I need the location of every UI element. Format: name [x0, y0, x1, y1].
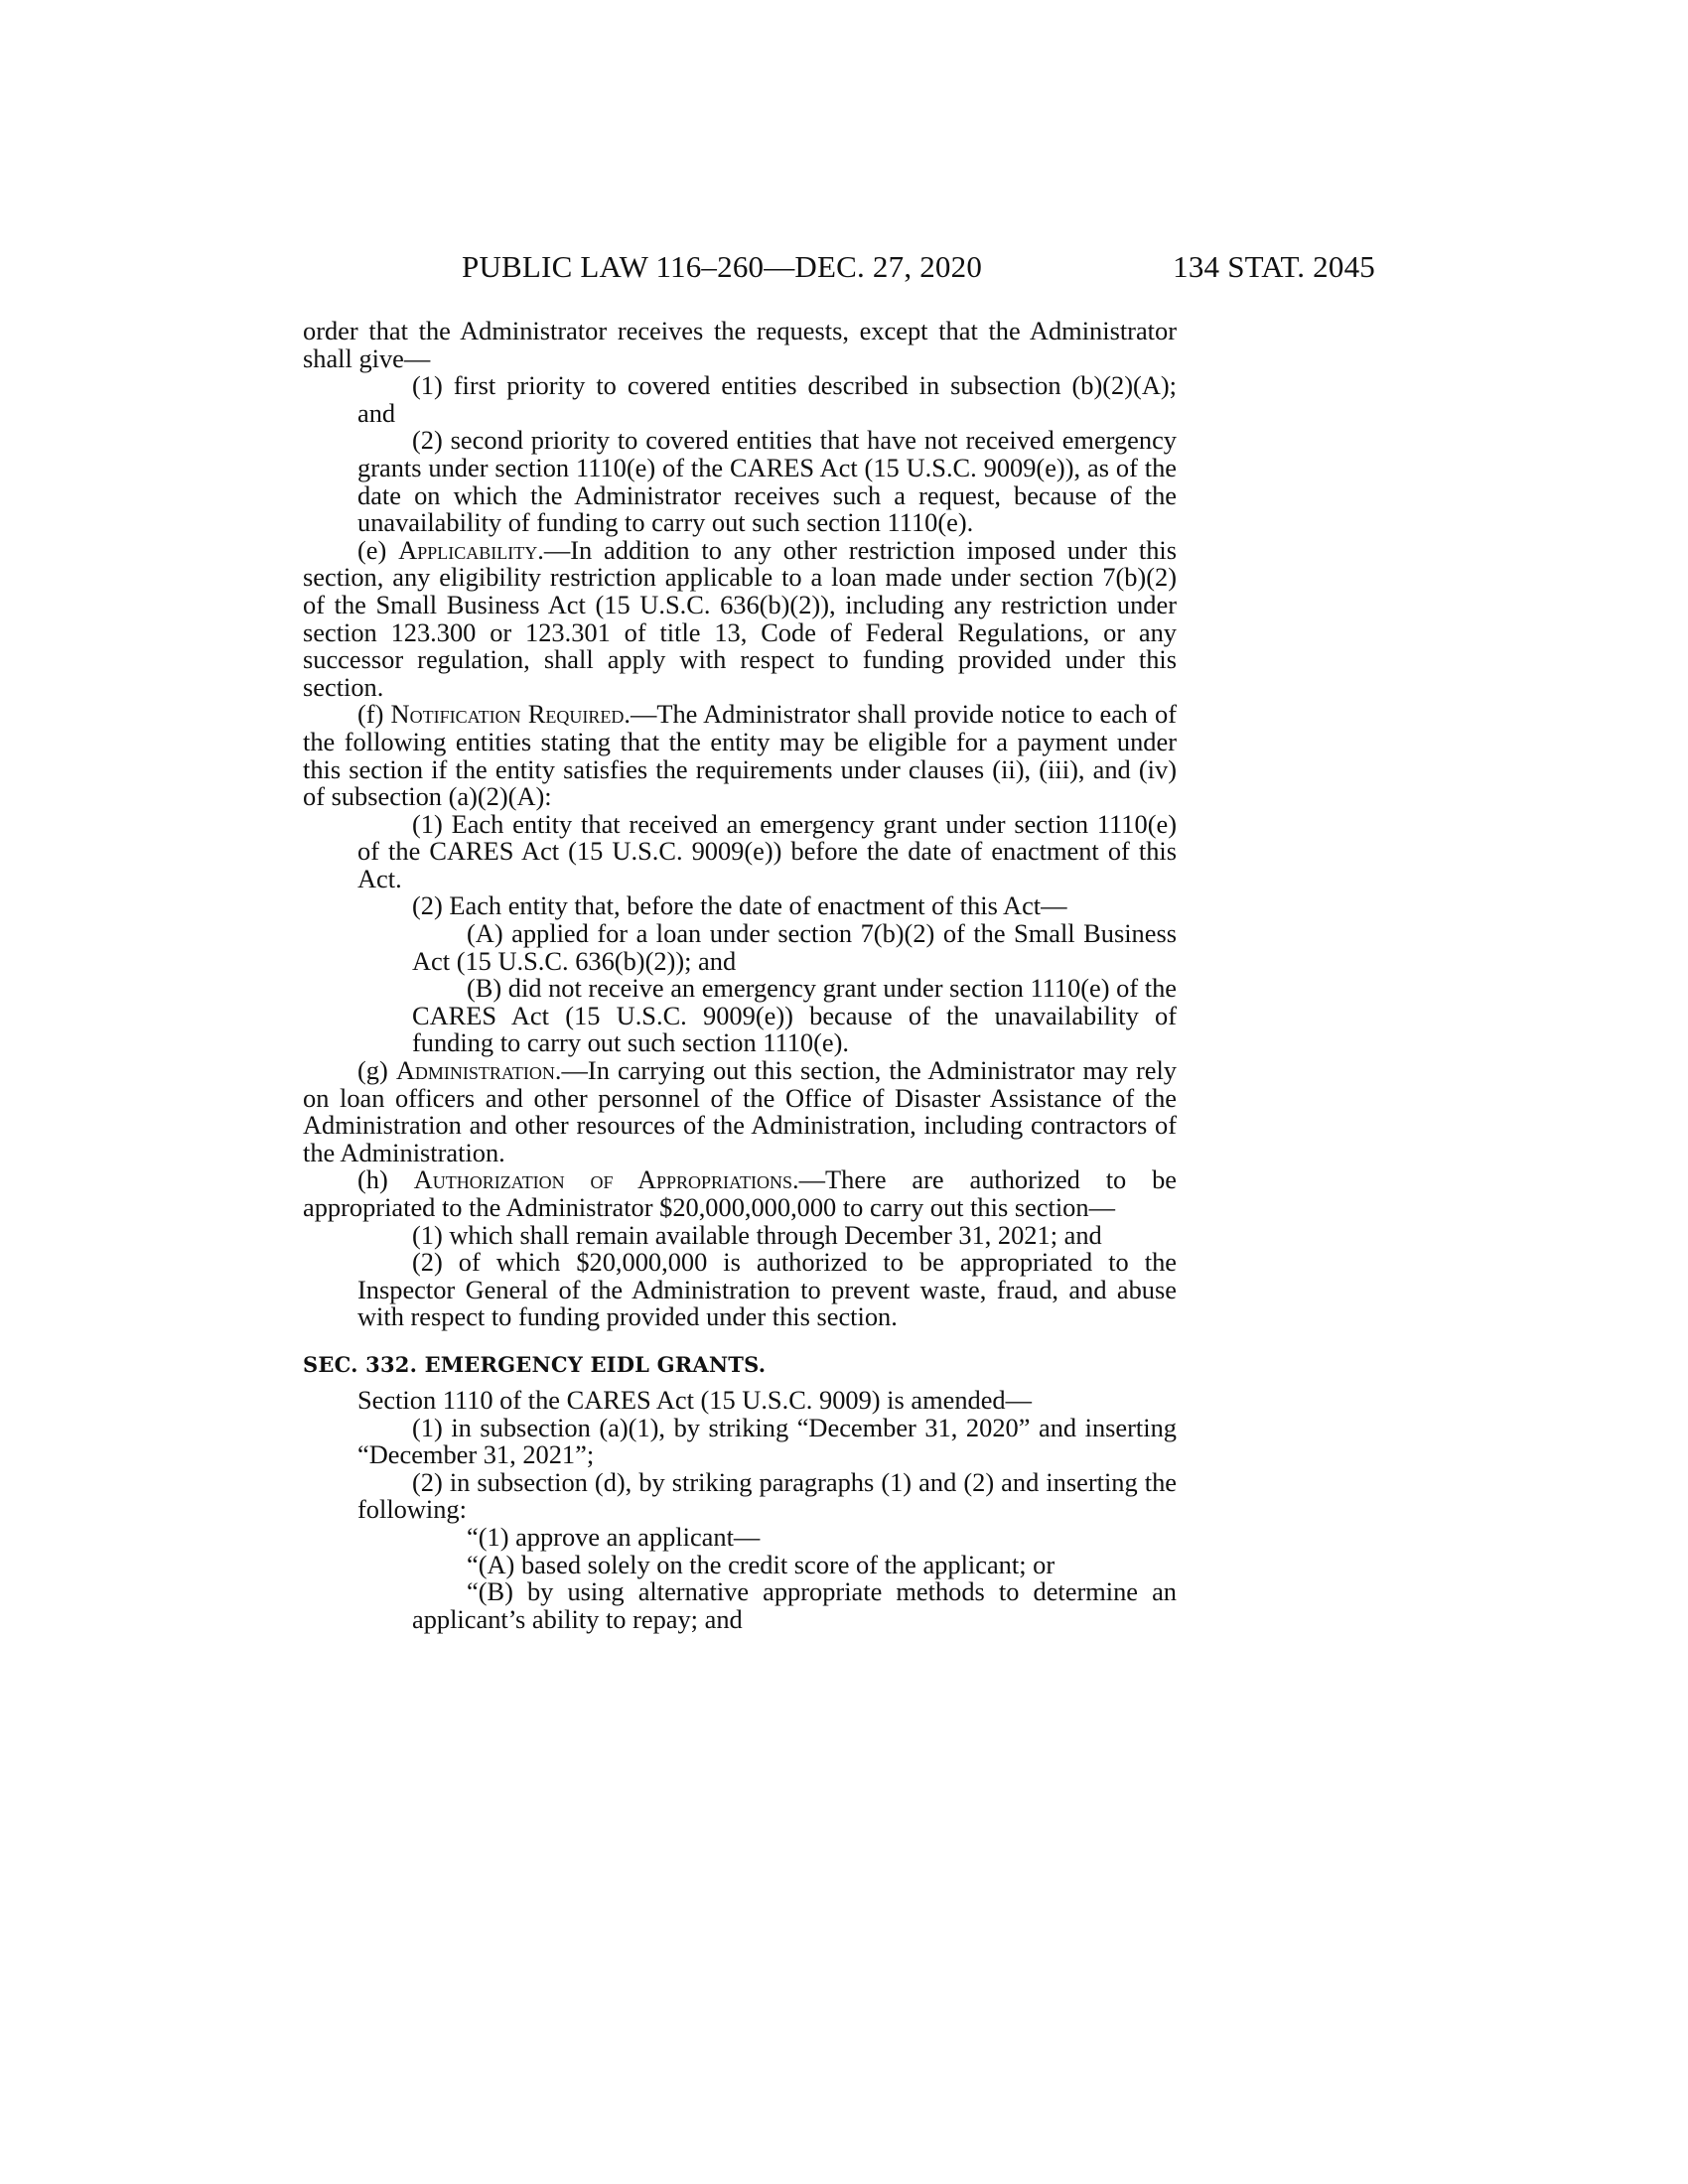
subparagraph-f2a: (A) applied for a loan under section 7(b)(2) of the Small Business Act (15 U.S.C. 636(b)(2)); and: [412, 918, 1177, 976]
subsection-e: (e) Applicability.—In addition to any other restriction imposed under this section, any eligibility restriction applicable to a loan made under section 7(b)(2) of the Small Business Act (15 U.S.C. 636(b)(2)), including any restriction under section 123.300 or 123.301 of title 13, Code of Federal Regulations, or any successor regulation, shall apply with respect to funding provided under this section.: [303, 534, 1178, 702]
inserted-subparagraph-a: “(A) based solely on the credit score of the applicant; or: [467, 1549, 1055, 1579]
paragraph-d2: (2) second priority to covered entities that have not received emergency grants under section 1110(e) of the CARES Act (15 U.S.C. 9009(e)), as of the date on which the Administrator receives such a request, because of the unavailability of funding to carry out such section 1110(e).: [357, 425, 1177, 538]
subsection-f: (f) Notification Required.—The Administrator shall provide notice to each of the following entities stating that the entity may be eligible for a payment under this section if the entity satisfies the requirements under clauses (ii), (iii), and (iv) of subsection (a)(2)(A):: [303, 699, 1177, 812]
paragraph-h1: (1) which shall remain available through December 31, 2021; and: [412, 1219, 1102, 1250]
page-header-stat: 134 STAT. 2045: [1173, 249, 1375, 284]
subparagraph-f2b: (B) did not receive an emergency grant under section 1110(e) of the CARES Act (15 U.S.C. 9009(e)) because of the unavailability of funding to carry out such section 1110(e).: [412, 973, 1177, 1058]
paragraph-d1: (1) first priority to covered entities described in subsection (b)(2)(A); and: [357, 370, 1177, 428]
page-header-title: PUBLIC LAW 116–260—DEC. 27, 2020: [462, 249, 983, 284]
inserted-subparagraph-b: “(B) by using alternative appropriate methods to determine an applicant’s ability to repay; and: [412, 1576, 1177, 1634]
amendment-2: (2) in subsection (d), by striking paragraphs (1) and (2) and inserting the following:: [357, 1466, 1177, 1525]
document-body: [303, 318, 1177, 1633]
paragraph-f2: (2) Each entity that, before the date of enactment of this Act—: [412, 890, 1067, 921]
amendment-1: (1) in subsection (a)(1), by striking “December 31, 2020” and inserting “December 31, 2021”;: [357, 1412, 1177, 1470]
section-heading: SEC. 332. EMERGENCY EIDL GRANTS.: [303, 1351, 767, 1377]
paragraph-h2: (2) of which $20,000,000 is authorized to be appropriated to the Inspector General of the Administration to prevent waste, fraud, and abuse with respect to funding provided under this section.: [357, 1247, 1177, 1332]
subsection-g: (g) Administration.—In carrying out this section, the Administrator may rely on loan officers and other personnel of the Office of Disaster Assistance of the Administration and other resources of the Administration, including contractors of the Administration.: [303, 1055, 1177, 1167]
paragraph-continuation: order that the Administrator receives the requests, except that the Administrator shall give—: [303, 316, 1177, 373]
subsection-f-heading: Notification Required: [390, 699, 625, 730]
subsection-e-heading: Applicability: [398, 534, 538, 565]
subsection-h-heading: Authorization of Appropriations: [413, 1164, 793, 1195]
paragraph-f1: (1) Each entity that received an emergency grant under section 1110(e) of the CARES Act (15 U.S.C. 9009(e)) before the date of enactment of this Act.: [357, 808, 1177, 893]
inserted-paragraph-1: “(1) approve an applicant—: [467, 1521, 761, 1552]
subsection-h: (h) Authorization of Appropriations.—There are authorized to be appropriated to the Administrator $20,000,000,000 to carry out this section—: [303, 1164, 1178, 1222]
section-intro: Section 1110 of the CARES Act (15 U.S.C. 9009) is amended—: [357, 1384, 1033, 1415]
subsection-g-heading: Administration: [395, 1055, 555, 1086]
